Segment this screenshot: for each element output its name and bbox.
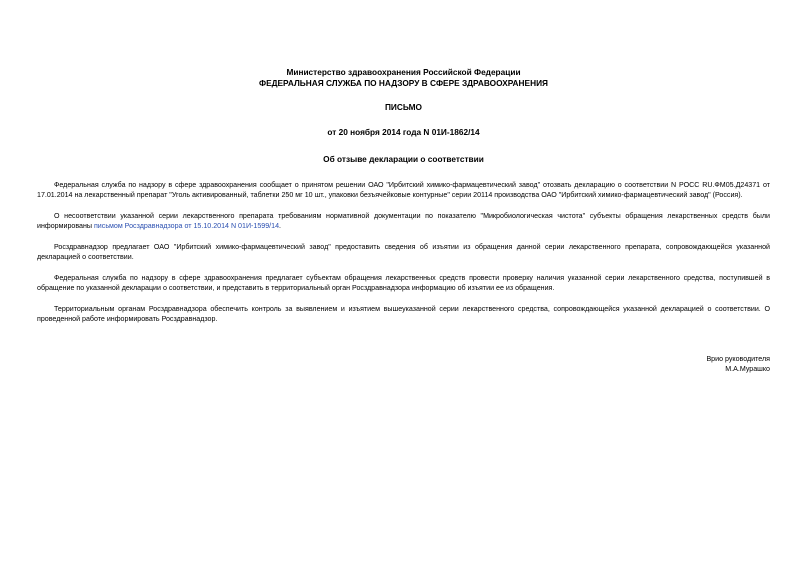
document-header [37, 67, 770, 165]
paragraph-4: Федеральная служба по надзору в сфере здравоохранения предлагает субъектам обращения лекарственных средств провести проверку наличия указанной серии лекарственного средства, поступившей в обращение по указанной декларации о соответствии, и представить в территориальный орган Росздравнадзора информацию об изъятии ее из обращения. [37, 273, 770, 292]
paragraph-3: Росздравнадзор предлагает ОАО "Ирбитский химико-фармацевтический завод" предоставить сведения об изъятии из обращения данной серии лекарственного препарата, сопровождающейся указанной декларацией о соответствии. [37, 242, 770, 261]
document-subject: Об отзыве декларации о соответствии [323, 154, 484, 164]
document-page [37, 67, 770, 373]
paragraph-2-text: О несоответствии указанной серии лекарственного препарата требованиям нормативной документации по показателю "Микробиологическая чистота" субъекты обращения лекарственных средств были информированы [37, 211, 770, 230]
signatory-name: М.А.Мурашко [725, 365, 770, 373]
document-date-number: от 20 ноября 2014 года N 01И-1862/14 [327, 126, 480, 137]
document-body [37, 180, 770, 324]
service-name: ФЕДЕРАЛЬНАЯ СЛУЖБА ПО НАДЗОРУ В СФЕРЕ ЗДРАВООХРАНЕНИЯ [259, 77, 548, 88]
paragraph-2 [37, 211, 770, 231]
reference-letter-link[interactable]: письмом Росздравнадзора от 15.10.2014 N 01И-1599/14 [93, 221, 280, 230]
ministry-name: Министерство здравоохранения Российской Федерации [286, 67, 521, 77]
signature-block [706, 354, 770, 374]
document-type: ПИСЬМО [384, 102, 423, 112]
signatory-position: Врио руководителя [706, 355, 770, 363]
paragraph-5: Территориальным органам Росздравнадзора обеспечить контроль за выявлением и изъятием вышеуказанной серии лекарственного средства, сопровождающейся указанной декларацией о соответствии. О проведенной работе информировать Росздравнадзор. [37, 304, 770, 323]
paragraph-2-end: . [279, 221, 282, 230]
paragraph-1: Федеральная служба по надзору в сфере здравоохранения сообщает о принятом решении ОАО "Ирбитский химико-фармацевтический завод" отозвать декларацию о соответствии N РОСС RU.ФМ05.Д24371 от 17.01.2014 на лекарственный препарат "Уголь активированный, таблетки 250 мг 10 шт., упаковки безъячейковые контурные" серии 20114 производства ОАО "Ирбитский химико-фармацевтический завод" (Россия). [37, 180, 770, 199]
